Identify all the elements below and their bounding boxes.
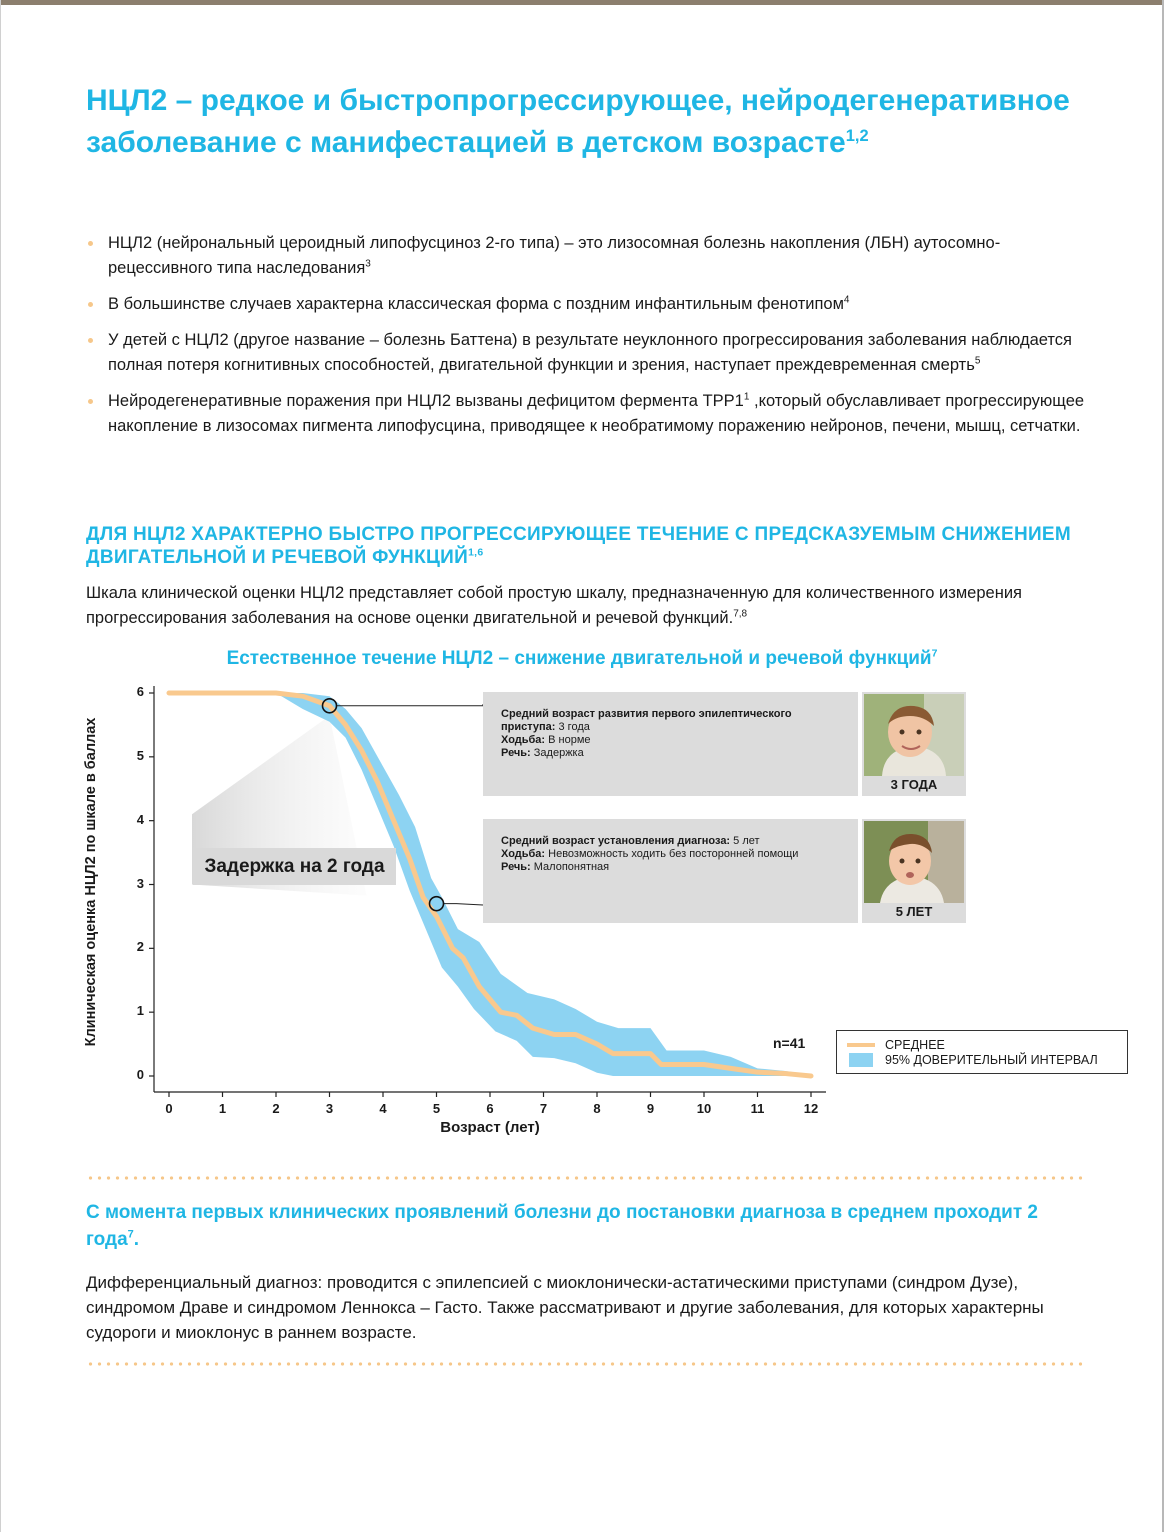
differential-diagnosis: Дифференциальный диагноз: проводится с эпилепсией с миоклонически-астатическими приступами (синдром Дузе), синдромом Драве и синдромом Леннокса – Гасто. Также рассматривают и другие заболевания, для которых характерны судороги и миоклонус в раннем возрасте. [86,1273,1044,1342]
info-speech-label: Речь: [501,747,531,759]
dotted-divider [86,1362,1082,1366]
x-tick-label: 8 [593,1101,601,1116]
marker-connector [444,904,484,905]
bullet-text: НЦЛ2 (нейрональный цероидный липофусциноз 2-го типа) – это лизосомная болезнь накопления (ЛБН) аутосомно-рецессивного типа наследования [108,234,1001,277]
y-tick-label: 4 [136,811,144,827]
child-photo-5-years-icon [864,821,964,903]
x-tick-label: 0 [165,1101,173,1116]
bullet-ref: 4 [843,294,850,306]
x-tick-label: 11 [750,1101,765,1116]
info-heading [501,708,840,734]
info-heading-label: Средний возраст установления диагноза: [501,835,731,847]
intro-text: Шкала клинической оценки НЦЛ2 представляет собой простую шкалу, предназначенную для количественного измерения прогрессирования заболевания на основе оценки двигательной и речевой функций. [86,584,1022,627]
x-tick-label: 4 [379,1101,387,1116]
info-walk-label: Ходьба: [501,734,546,746]
bullet-text: У детей с НЦЛ2 (другое название – болезнь Баттена) в результате неуклонного прогрессирования заболевания наблюдается полная потеря когнитивных способностей, двигательной функции и зрения, наступает преждевременная смерть [108,331,1072,374]
y-tick-label: 3 [136,875,144,891]
info-heading-value: 5 лет [730,835,760,847]
child-photo-3-years-icon [864,694,964,776]
legend-line-swatch [847,1043,875,1047]
y-tick-label: 2 [136,939,144,955]
legend-label: СРЕДНЕЕ [885,1038,945,1052]
page-title-text: НЦЛ2 – редкое и быстропрогрессирующее, нейродегенеративное заболевание с манифестацией в детском возрасте [86,84,1070,159]
info-speech-label: Речь: [501,861,531,873]
info-walk [501,848,840,861]
bullet-ref: 5 [974,355,981,367]
info-walk-value: В норме [545,734,591,746]
y-tick-label: 1 [136,1003,144,1019]
callout-text [86,1199,1086,1253]
photo-caption: 3 ГОДА [890,777,938,792]
photo-caption: 5 ЛЕТ [895,904,933,919]
section-heading-refs: 1,6 [468,547,484,559]
info-walk [501,734,840,747]
bullet-text: В большинстве случаев характерна классическая форма с поздним инфантильным фенотипом [108,295,844,313]
legend-label: 95% ДОВЕРИТЕЛЬНЫЙ ИНТЕРВАЛ [885,1053,1098,1067]
info-box-first-seizure [483,692,858,796]
x-tick-label: 6 [486,1101,494,1116]
callout-tail: . [133,1229,140,1250]
bullet-text: Нейродегенеративные поражения при НЦЛ2 вызваны дефицитом фермента TPP1 [108,392,744,410]
info-walk-value: Невозможность ходить без посторонней помощи [545,848,799,860]
chart-legend [836,1030,1128,1074]
chart-title-text: Естественное течение НЦЛ2 – снижение двигательной и речевой функций [226,648,932,669]
y-tick-label: 6 [136,684,144,699]
info-walk-label: Ходьба: [501,848,546,860]
bullet-text-continued: ,который обуславливает прогрессирующее накопление в лизосомах пигмента липофусцина, приводящее к необратимому поражению нейронов, печени, мышц, сетчатки. [108,392,1085,435]
photo-child-3-years [862,692,966,796]
x-tick-label: 2 [272,1101,280,1116]
y-tick-label: 0 [136,1067,144,1082]
x-tick-label: 5 [432,1101,441,1116]
x-tick-label: 7 [539,1101,548,1116]
info-heading-label: Средний возраст развития первого эпилептического приступа: [501,708,792,733]
intro-refs: 7,8 [733,608,748,620]
x-tick-label: 3 [325,1101,334,1116]
info-speech-value: Малопонятная [530,861,610,873]
sample-size-label: n=41 [773,1035,806,1051]
marker-connector [337,704,484,706]
x-axis-label: Возраст (лет) [440,1119,540,1136]
photo-child-5-years [862,819,966,923]
info-speech [501,861,840,874]
callout-body: С момента первых клинических проявлений болезни до постановки диагноза в среднем проходит 2 года [86,1202,1038,1250]
info-speech [501,747,840,760]
info-speech-value: Задержка [530,747,584,759]
page-title-refs: 1,2 [845,127,869,145]
legend-band-swatch [849,1053,873,1067]
x-tick-label: 9 [646,1101,655,1116]
delay-annotation: Задержка на 2 года [193,848,396,885]
info-heading [501,835,840,848]
x-tick-label: 12 [803,1101,819,1116]
section-heading-text: ДЛЯ НЦЛ2 ХАРАКТЕРНО БЫСТРО ПРОГРЕССИРУЮЩЕЕ ТЕЧЕНИЕ С ПРЕДСКАЗУЕМЫМ СНИЖЕНИЕМ ДВИГАТЕЛЬНОЙ И РЕЧЕВОЙ ФУНКЦИЙ [86,524,1072,568]
y-tick-label: 5 [136,747,144,763]
info-heading-value: 3 года [555,721,590,733]
callout-ref: 7 [127,1228,134,1241]
x-tick-label: 1 [218,1101,227,1116]
dotted-divider [86,1176,1082,1180]
y-axis-label: Клиническая оценка НЦЛ2 по шкале в баллах [83,717,99,1047]
x-tick-label: 10 [696,1101,712,1116]
bullet-ref: 1 [743,391,750,403]
chart-title-ref: 7 [931,648,938,660]
bullet-ref: 3 [365,258,371,270]
info-box-diagnosis [483,819,858,923]
